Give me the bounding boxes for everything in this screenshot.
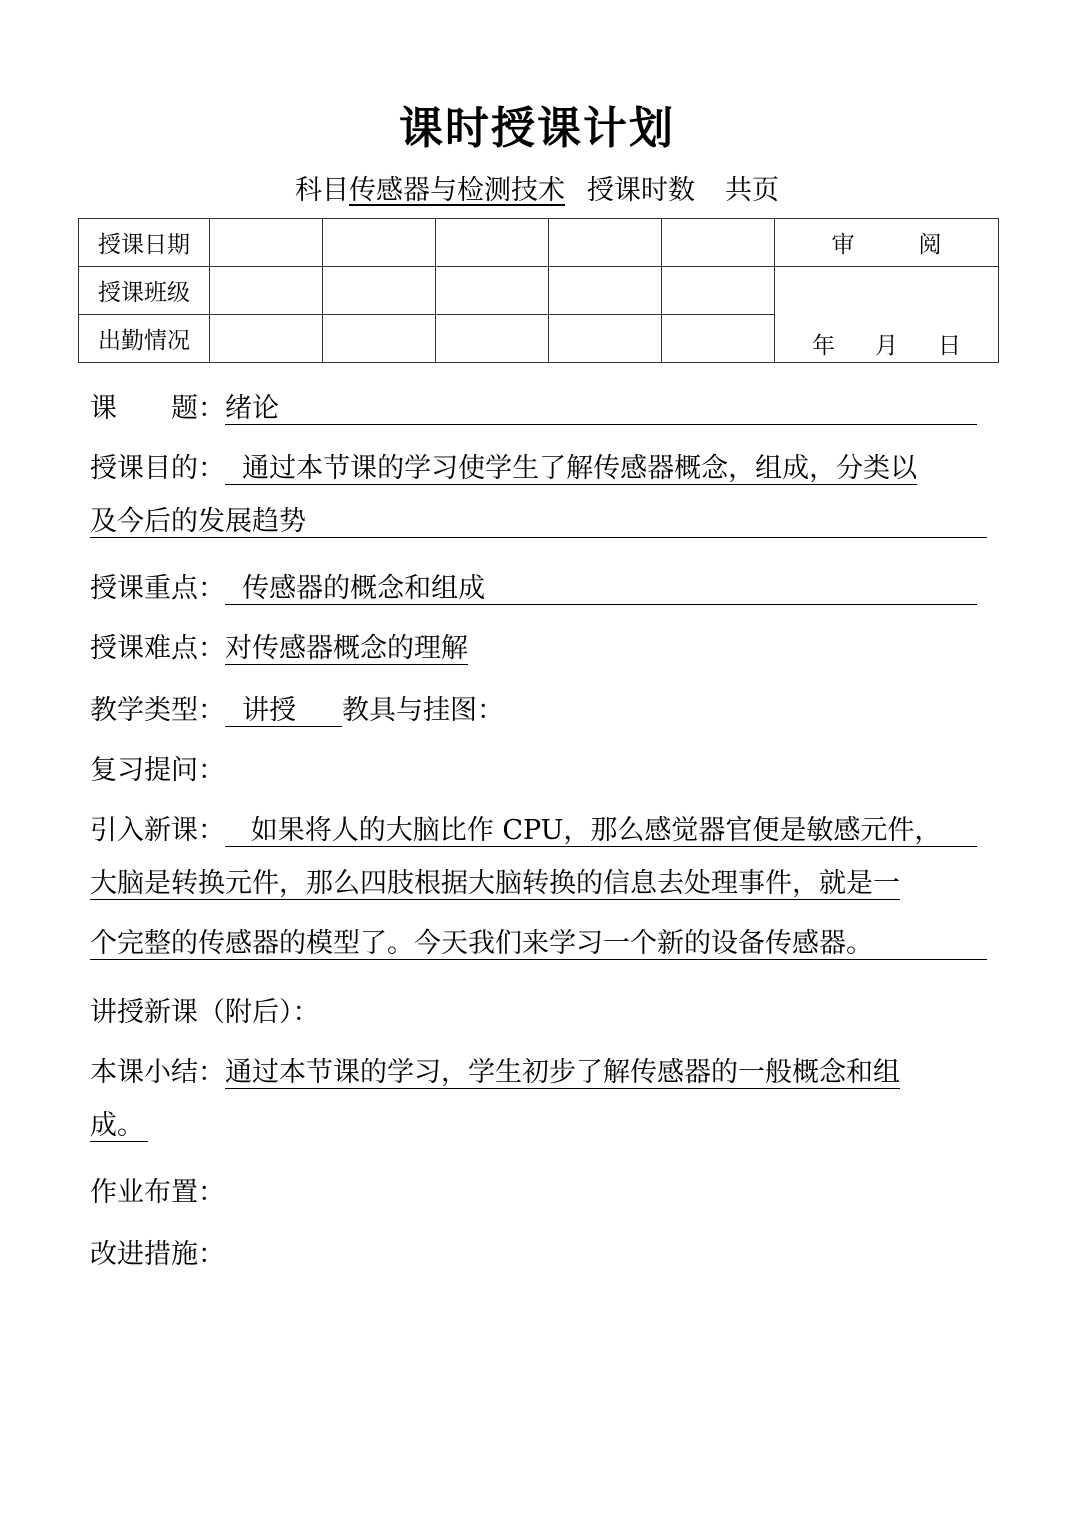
subject-value: 传感器与检测技术 [349,175,565,206]
subtitle [0,168,1074,207]
topic-value: 绪论 [225,394,977,425]
topic-line [90,386,977,425]
goal-label: 授课目的： [90,453,225,484]
difficulty-label: 授课难点： [90,633,225,664]
month-label: 月 [875,333,898,359]
table-cell [662,267,775,315]
summary-line-2 [90,1110,148,1142]
type-line [90,688,504,727]
year-label: 年 [812,333,835,359]
table-cell [436,267,549,315]
subject-label: 科目 [295,175,349,206]
key-line [90,566,977,605]
table-cell [323,267,436,315]
goal-line-1 [90,446,917,485]
hours-label: 授课时数 [587,175,695,206]
table-cell [549,315,662,363]
row-label-attendance: 出勤情况 [79,315,210,363]
review-date-cell [775,267,999,363]
table-cell [210,219,323,267]
table-cell [549,267,662,315]
table-cell [323,219,436,267]
day-label: 日 [938,333,961,359]
table-row [79,219,999,267]
table-cell [549,219,662,267]
key-value: 传感器的概念和组成 [225,574,977,605]
table-row [79,267,999,315]
table-cell [662,315,775,363]
difficulty-line [90,626,468,665]
schedule-table [78,218,999,363]
improvement-line [90,1232,225,1271]
type-label: 教学类型： [90,695,225,726]
summary-value-2: 成。 [90,1111,148,1142]
new-lesson-label: 讲授新课（附后）： [90,997,320,1028]
review-header [775,219,999,267]
review-char-1: 审 [831,232,855,258]
review-char-2: 阅 [918,232,942,258]
table-cell [210,315,323,363]
review-question-line [90,748,225,787]
intro-label: 引入新课： [90,815,225,846]
difficulty-value: 对传感器概念的理解 [225,633,468,664]
row-label-class: 授课班级 [79,267,210,315]
intro-line-2 [90,868,900,900]
pages-label: 共页 [725,175,779,206]
topic-label: 课 题： [90,393,225,424]
new-lesson-line [90,990,320,1029]
goal-value-1: 通过本节课的学习使学生了解传感器概念，组成，分类以 [225,453,918,484]
homework-label: 作业布置： [90,1177,225,1208]
aids-label: 教具与挂图： [342,695,504,726]
table-cell [662,219,775,267]
intro-value-2: 大脑是转换元件，那么四肢根据大脑转换的信息去处理事件，就是一 [90,868,900,899]
summary-line-1 [90,1050,900,1089]
intro-line-3 [90,928,987,960]
intro-value-1: 如果将人的大脑比作 CPU，那么感觉器官便是敏感元件， [225,816,977,847]
page-title: 课时授课计划 [399,103,675,154]
key-label: 授课重点： [90,573,225,604]
table-cell [210,267,323,315]
intro-value-3: 个完整的传感器的模型了。今天我们来学习一个新的设备传感器。 [90,929,987,960]
homework-line [90,1170,225,1209]
type-value: 讲授 [225,696,342,727]
goal-line-2 [90,506,987,538]
summary-label: 本课小结： [90,1057,225,1088]
review-question-label: 复习提问： [90,755,225,786]
table-cell [436,219,549,267]
table-cell [436,315,549,363]
intro-line-1 [90,808,977,847]
row-label-date: 授课日期 [79,219,210,267]
summary-value-1: 通过本节课的学习，学生初步了解传感器的一般概念和组 [225,1057,900,1088]
table-cell [323,315,436,363]
improvement-label: 改进措施： [90,1239,225,1270]
goal-value-2: 及今后的发展趋势 [90,507,987,538]
